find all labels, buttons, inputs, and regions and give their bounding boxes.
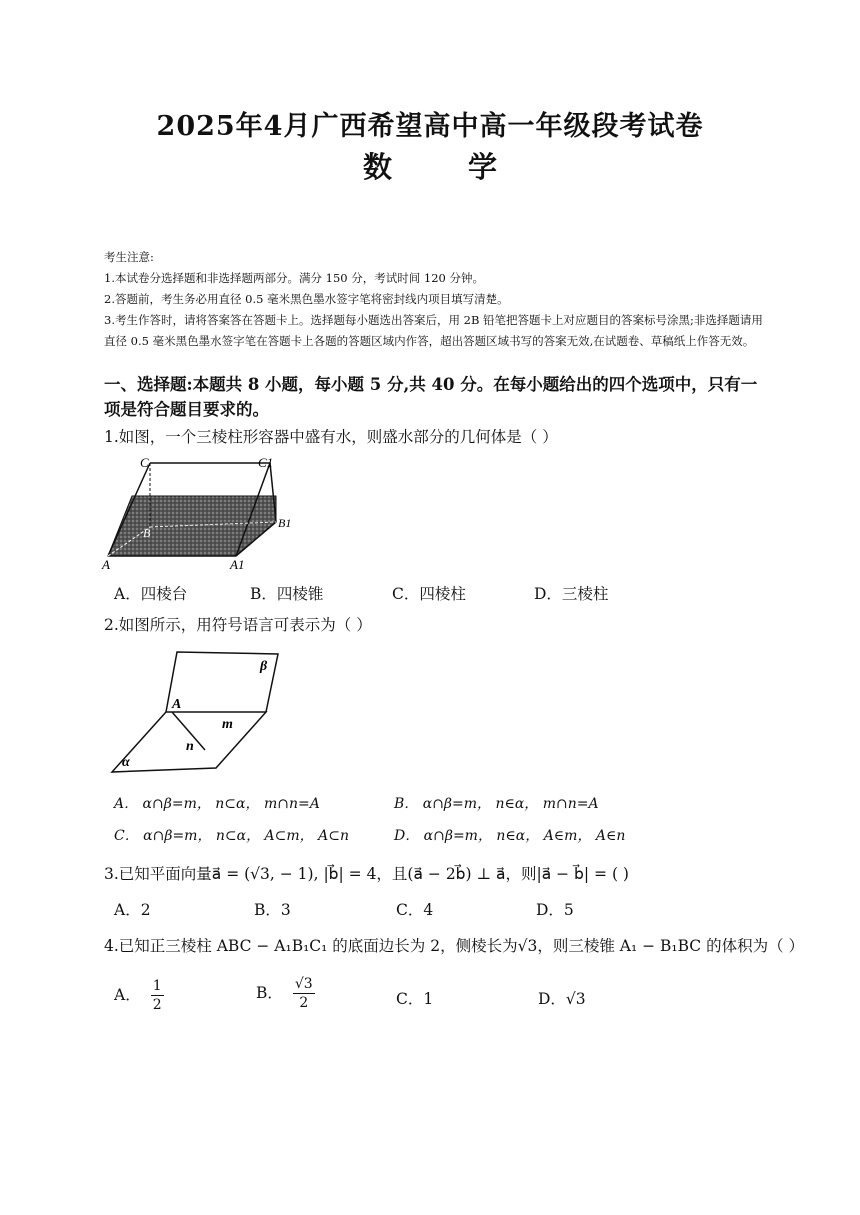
q4-option-a-den: 2 [152, 997, 162, 1013]
q4-option-a-num: 1 [152, 978, 162, 994]
subject-char-2: 学 [468, 150, 498, 184]
q2-stem: 2.如图所示，用符号语言可表示为（ ） [104, 616, 372, 634]
label-a: A [102, 557, 110, 572]
label-b: B [143, 526, 151, 540]
q2-option-a: A． α∩β=m， n⊂α， m∩n=A [114, 796, 320, 812]
q2-option-c: C． α∩β=m， n⊂α， A⊂m， A⊂n [114, 828, 349, 844]
q1-option-b: B．四棱锥 [250, 585, 324, 603]
q4-option-b-frac [293, 975, 315, 1012]
q4-option-c: C．1 [396, 990, 434, 1008]
q2-option-b: B． α∩β=m， n∈α， m∩n=A [394, 796, 599, 812]
q4-option-a [114, 977, 164, 1014]
label-m: m [222, 717, 233, 732]
q4-option-d: D．√3 [538, 990, 586, 1008]
q4-option-a-frac [151, 977, 164, 1014]
q4-option-a-label: A． [114, 985, 141, 1004]
q4-stem: 4.已知正三棱柱 ABC − A₁B₁C₁ 的底面边长为 2，侧棱长为√3，则三棱锥 A₁ − B₁BC 的体积为（ ） [104, 937, 804, 955]
q1-stem: 1.如图，一个三棱柱形容器中盛有水，则盛水部分的几何体是（ ） [104, 428, 558, 446]
notice-item-2: 2.答题前，考生务必用直径 0.5 毫米黑色墨水签字笔将密封线内项目填写清楚。 [104, 292, 509, 306]
q4-option-b [256, 975, 315, 1012]
label-a1: A1 [230, 557, 245, 572]
exam-title: 2025年4月广西希望高中高一年级段考试卷 [156, 111, 704, 142]
q1-option-c: C．四棱柱 [392, 585, 466, 603]
section-heading: 一、选择题:本题共 8 小题，每小题 5 分,共 40 分。在每小题给出的四个选项中，只有一项是符合题目要求的。 [104, 375, 758, 419]
q3-option-a: A．2 [114, 901, 151, 919]
label-b1: B1 [278, 516, 292, 530]
subject-title [0, 145, 860, 186]
q4-option-b-label: B． [256, 983, 283, 1002]
label-a-point: A [172, 697, 182, 712]
label-n: n [186, 739, 194, 754]
prism-figure [100, 452, 300, 572]
q4-option-b-den: 2 [299, 995, 309, 1011]
planes-figure [104, 644, 294, 779]
notice-item-1: 1.本试卷分选择题和非选择题两部分。满分 150 分，考试时间 120 分钟。 [104, 271, 484, 285]
q1-option-a: A．四棱台 [114, 585, 188, 603]
water-body [108, 496, 276, 556]
subject-char-1: 数 [362, 150, 392, 184]
q3-option-d: D．5 [536, 901, 574, 919]
label-beta: β [260, 659, 268, 674]
q4-option-b-num: √3 [294, 976, 313, 992]
q3-stem: 3.已知平面向量a⃗ = (√3, − 1), |b⃗| = 4，且(a⃗ − 2b⃗) ⊥ a⃗，则|a⃗ − b⃗| = ( ) [104, 865, 629, 883]
label-c: C [140, 455, 149, 470]
notice-heading: 考生注意: [104, 250, 154, 264]
label-alpha: α [122, 755, 130, 770]
q3-option-b: B．3 [254, 901, 291, 919]
q2-option-d: D． α∩β=m， n∈α， A∈m， A∈n [394, 828, 626, 844]
q3-option-c: C．4 [396, 901, 434, 919]
notice-block [104, 247, 764, 352]
q1-option-d: D．三棱柱 [534, 585, 609, 603]
label-c1: C1 [258, 455, 274, 470]
notice-item-3: 3.考生作答时，请将答案答在答题卡上。选择题每小题选出答案后，用 2B 铅笔把答题卡上对应题目的答案标号涂黑;非选择题请用直径 0.5 毫米黑色墨水签字笔在答题卡上各题的答题区域内作答，超出答题区域书写的答案无效,在试题卷、草稿纸上作答无效。 [104, 313, 763, 348]
